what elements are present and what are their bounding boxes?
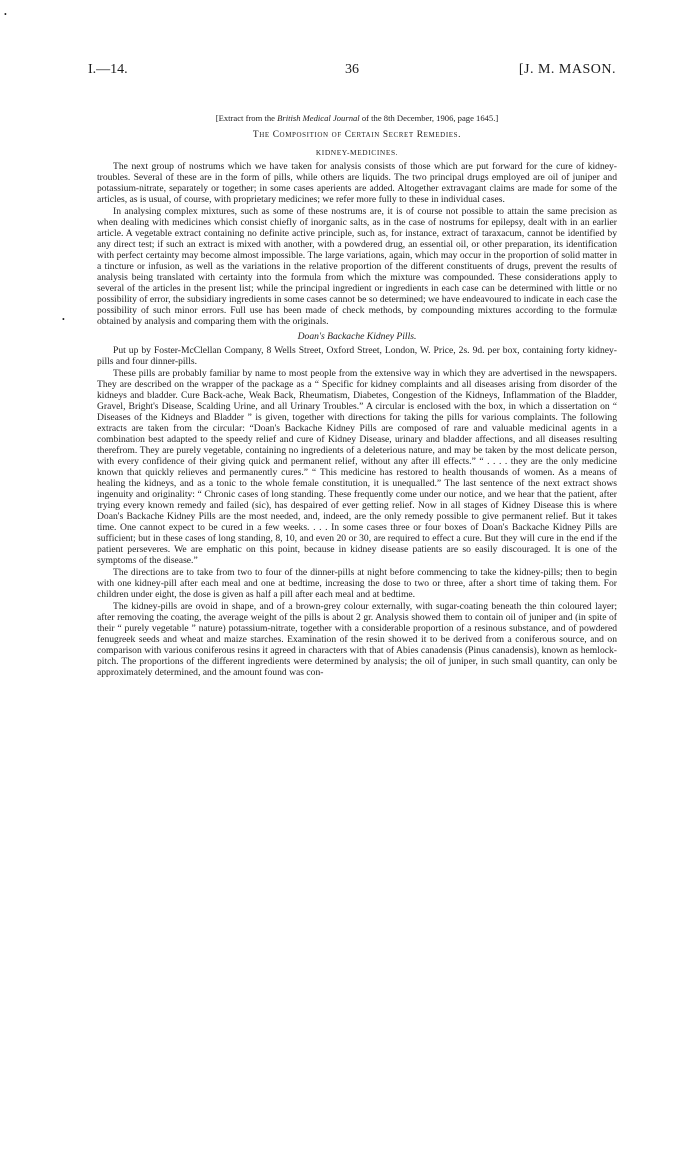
journal-name: British Medical Journal xyxy=(277,113,360,123)
paragraph: These pills are probably familiar by name to most people from the extensive way in which they are advertised in the newspapers. They are described on the wrapper of the package as a “ Specific for kidney complaints and all diseases arising from disorder of the kidneys and bladder. Cure Back-ache, Weak Back, Rheumatism, Diabetes, Congestion of the Kidneys, Inflammation of the Bladder, Gravel, Bright's Disease, Scalding Urine, and all Urinary Troubles.” A circular is enclosed with the box, in which a dissertation on “ Diseases of the Kidneys and Bladder ” is given, together with directions for taking the pills for various complaints. The following extracts are taken from the circular: “Doan's Backache Kidney Pills are composed of rare and valuable medicinal agents in a combination best adapted to the speedy relief and cure of Kidney Disease, urinary and bladder affections, and all diseases resulting therefrom. They are purely vegetable, containing no ingredients of a deleterious nature, and may be taken by the most delicate person, with every confidence of their giving quick and permanent relief, without any after ill effects.” “ . . . . they are the only medicine known that quickly relieves and permanently cures.” “ This medicine has restored to health thousands of women. As a means of healing the kidneys, and as a tonic to the whole female constitution, it is unequalled.” The last sentence of the next extract shows ingenuity and originality: “ Chronic cases of long standing. These frequently come under our notice, and we hear that the patient, after trying every known remedy and failed (sic), has despaired of ever getting relief. Now in all stages of Kidney Disease this is where Doan's Backache Kidney Pills are the most needed, and, indeed, are the only remedy possible to give permanent relief. But it takes time. One cannot expect to be cured in a few weeks. . . . In some cases three or four boxes of Doan's Backache Kidney Pills are sufficient; but in these cases of long standing, 8, 10, and even 20 or 30, are required to effect a cure. But they will cure in the end if the patient perseveres. We are emphatic on this point, because in kidney disease patients are so easily discouraged. It is one of the symptoms of the disease.” xyxy=(97,368,617,566)
corner-dot: • xyxy=(4,10,7,19)
paragraph: Put up by Foster-McClellan Company, 8 Wells Street, Oxford Street, London, W. Price, 2s. 9d. per box, containing forty kidney-pills and four dinner-pills. xyxy=(97,345,617,367)
paragraph: In analysing complex mixtures, such as some of these nostrums are, it is of course not possible to attain the same precision as when dealing with medicines which consist chiefly of inorganic salts, as in the case of nostrums for epilepsy, dealt with in an earlier article. A vegetable extract containing no definite active principle, such as, for instance, extract of taraxacum, cannot be identified by any direct test; if such an extract is mixed with another, with a powdered drug, an essential oil, or other preparation, its identification with perfect certainty may become almost impossible. The large variations, again, which may occur in the proportion of solid matter in a tincture or infusion, as well as the variations in the relative proportion of the different constituents of drugs, prevent the results of analysis being translated with certainty into the formula from which the mixture was compounded. These considerations apply to several of the articles in the present list; while the principal ingredient or ingredients in each case can be determined with little or no possibility of error, the subsidiary ingredients in some cases cannot be so determined; we have endeavoured to indicate in each case the possibility of such minor errors. Full use has been made of check methods, by compounding mixtures according to the formulæ obtained by analysis and comparing them with the originals. xyxy=(97,206,617,327)
page-reference: I.—14. xyxy=(88,62,128,77)
extract-suffix: of the 8th December, 1906, page 1645.] xyxy=(359,113,499,123)
document-body xyxy=(97,113,617,679)
extract-prefix: [Extract from the xyxy=(215,113,278,123)
paragraph: The kidney-pills are ovoid in shape, and of a brown-grey colour externally, with sugar-coating beneath the thin coloured layer; after removing the coating, the average weight of the pills is about 2 gr. Analysis showed them to contain oil of juniper and (in spite of their “ purely vegetable ” nature) potassium-nitrate, together with a considerable proportion of a resinous substance, and of powdered fenugreek seeds and wheat and maize starches. Examination of the resin showed it to be derived from a coniferous source, and on comparison with various coniferous resins it agreed in characters with that of Abies canadensis (Pinus canadensis), known as hemlock-pitch. The proportions of the different ingredients were determined by analysis; the oil of juniper, in such small quantity, can only be approximately determined, and the amount found was con- xyxy=(97,601,617,678)
product-heading: Doan's Backache Kidney Pills. xyxy=(297,331,417,342)
paragraph: The next group of nostrums which we have taken for analysis consists of those which are put forward for the cure of kidney-troubles. Several of these are in the form of pills, while others are liquids. The two principal drugs employed are oil of juniper and potassium-nitrate, separately or together; in some cases aperients are added. Altogether extravagant claims are made for some of the articles, as is usual, of course, with proprietary medicines; we refer more fully to these in individual cases. xyxy=(97,161,617,205)
extract-note xyxy=(97,113,617,124)
page-header xyxy=(88,62,616,84)
page-number: 36 xyxy=(345,62,359,77)
author-header: [J. M. MASON. xyxy=(518,62,616,77)
margin-dot: • xyxy=(62,315,65,324)
paragraph: The directions are to take from two to four of the dinner-pills at night before commencing to take the kidney-pills; then to begin with one kidney-pill after each meal and one at bedtime, increasing the dose to two or three, after a short time of taking them. For children under eight, the dose is given as half a pill after each meal and at bedtime. xyxy=(97,567,617,600)
article-title: The Composition of Certain Secret Remedies. xyxy=(252,130,462,140)
section-heading: KIDNEY-MEDICINES. xyxy=(315,148,399,157)
